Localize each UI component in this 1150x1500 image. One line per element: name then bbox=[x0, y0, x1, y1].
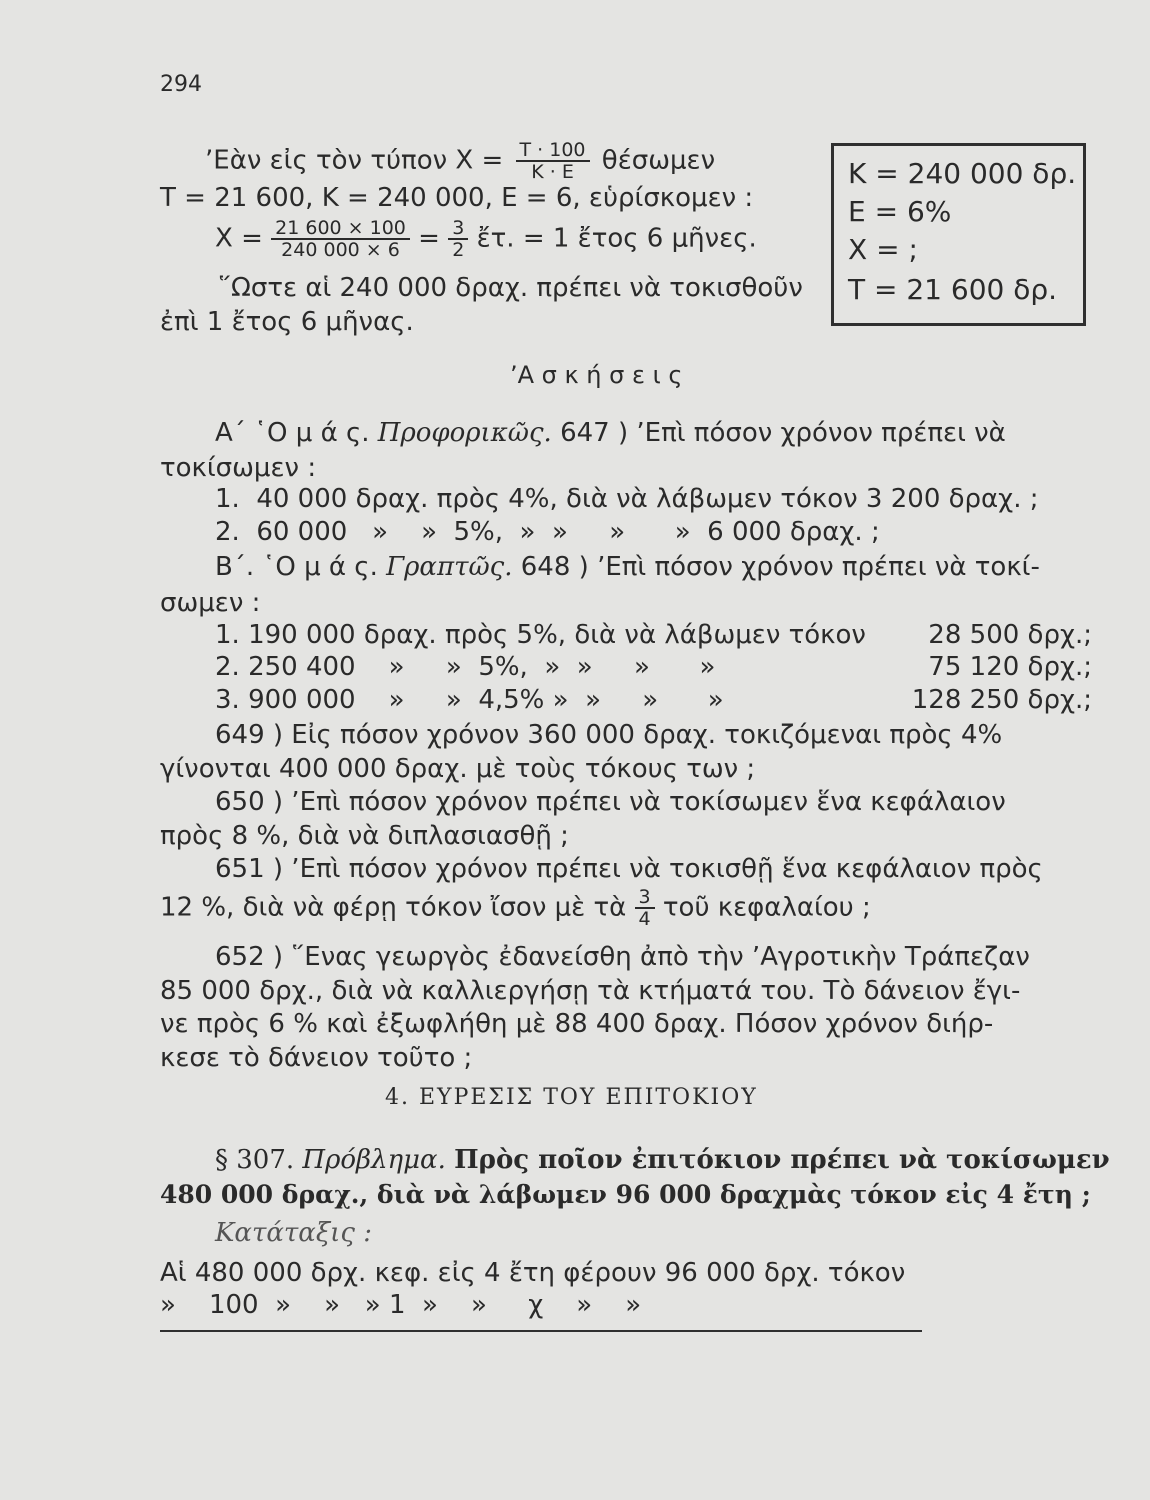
group-b-amount-3: 128 250 δρχ.; bbox=[911, 685, 1092, 715]
group-b-item-2: 2. 250 400 » » 5%, » » » » bbox=[215, 652, 716, 682]
kataxis-label: Κατάταξις : bbox=[215, 1218, 372, 1248]
p651-line-2 bbox=[160, 887, 871, 929]
box-e: Ε = 6% bbox=[848, 195, 952, 228]
group-b-amount-1: 28 500 δρχ.; bbox=[928, 620, 1092, 650]
p651-text-a: 12 %, διὰ νὰ φέρῃ τόκον ἴσον μὲ τὰ bbox=[160, 892, 627, 923]
group-a-text: 647 ) ’Επὶ πόσον χρόνον πρέπει νὰ bbox=[560, 418, 1006, 448]
p650-line-1: 650 ) ’Επὶ πόσον χρόνον πρέπει νὰ τοκίσωμεν ἕνα κεφάλαιον bbox=[215, 787, 1006, 817]
intro-line-3 bbox=[215, 218, 757, 260]
box-k: Κ = 240 000 δρ. bbox=[848, 157, 1077, 190]
intro-line-4: ῞Ωστε αἱ 240 000 δραχ. πρέπει νὰ τοκισθοῦν bbox=[218, 273, 803, 303]
group-a-kind: Προφορικῶς. bbox=[377, 418, 552, 448]
p651-frac-num: 3 bbox=[635, 887, 655, 909]
intro-lead: ’Εὰν εἰς τὸν τύπον Χ = bbox=[205, 145, 504, 176]
p651-frac-den: 4 bbox=[638, 908, 651, 930]
p652-line-2: 85 000 δρχ., διὰ νὰ καλλιεργήσῃ τὰ κτήματά του. Τὸ δάνειον ἔγι- bbox=[160, 976, 1021, 1006]
group-a-line bbox=[215, 418, 1006, 448]
group-b-label: Β΄. ῾Ο μ ά ς. bbox=[215, 552, 378, 582]
p649-line-2: γίνονται 400 000 δραχ. μὲ τοὺς τόκους των ; bbox=[160, 754, 756, 784]
group-b-cont: σωμεν : bbox=[160, 588, 261, 618]
p651-line-1: 651 ) ’Επὶ πόσον χρόνον πρέπει νὰ τοκισθῇ ἕνα κεφάλαιον πρὸς bbox=[215, 854, 1043, 884]
intro-fraction-1 bbox=[271, 218, 410, 260]
kataxis-row-1: Αἱ 480 000 δρχ. κεφ. εἰς 4 ἔτη φέρουν 96 000 δρχ. τόκον bbox=[160, 1258, 906, 1288]
p307-bold-1: Πρὸς ποῖον ἐπιτόκιον πρέπει νὰ τοκίσωμεν bbox=[454, 1145, 1110, 1175]
givens-box bbox=[831, 143, 1086, 326]
p650-line-2: πρὸς 8 %, διὰ νὰ διπλασιασθῇ ; bbox=[160, 821, 569, 851]
p307-para: § 307. bbox=[215, 1145, 295, 1175]
p652-line-4: κεσε τὸ δάνειον τοῦτο ; bbox=[160, 1043, 473, 1073]
intro-line-2: Τ = 21 600, Κ = 240 000, Ε = 6, εὑρίσκομεν : bbox=[160, 183, 754, 213]
intro-fraction-2 bbox=[448, 218, 468, 260]
intro-line-1 bbox=[205, 140, 715, 182]
group-b-item-1: 1. 190 000 δραχ. πρὸς 5%, διὰ νὰ λάβωμεν τόκον bbox=[215, 620, 866, 650]
group-a-label: Α΄ ῾Ο μ ά ς. bbox=[215, 418, 370, 448]
section-heading: 4. ΕΥΡΕΣΙΣ ΤΟΥ ΕΠΙΤΟΚΙΟΥ bbox=[385, 1085, 758, 1110]
p651-fraction bbox=[635, 887, 655, 929]
intro-line-5: ἐπὶ 1 ἔτος 6 μῆνας. bbox=[160, 307, 414, 337]
kataxis-row-2: » 100 » » » 1 » » χ » » bbox=[160, 1290, 642, 1320]
group-b-item-3: 3. 900 000 » » 4,5% » » » » bbox=[215, 685, 724, 715]
p652-line-3: νε πρὸς 6 % καὶ ἐξωφλήθη μὲ 88 400 δραχ. Πόσον χρόνον διήρ- bbox=[160, 1009, 994, 1039]
p651-text-b: τοῦ κεφαλαίου ; bbox=[662, 892, 871, 923]
intro-frac2-num: 3 bbox=[448, 218, 468, 240]
page-number: 294 bbox=[160, 72, 202, 97]
exercises-heading: ’Α σ κ ή σ ε ι ς bbox=[510, 361, 683, 389]
p652-line-1: 652 ) ῞Ενας γεωργὸς ἐδανείσθη ἀπὸ τὴν ’Αγροτικὴν Τράπεζαν bbox=[215, 942, 1030, 972]
p307-line-1 bbox=[215, 1145, 1110, 1175]
group-b-text: 648 ) ’Επὶ πόσον χρόνον πρέπει νὰ τοκί- bbox=[520, 552, 1040, 582]
p307-label: Πρόβλημα. bbox=[302, 1145, 446, 1175]
intro-frac1-num: 21 600 × 100 bbox=[271, 218, 410, 240]
group-b-kind: Γραπτῶς. bbox=[386, 552, 513, 582]
intro-result: ἔτ. = 1 ἔτος 6 μῆνες. bbox=[476, 223, 757, 254]
box-t: Τ = 21 600 δρ. bbox=[848, 273, 1058, 306]
formula-numerator: Τ · 100 bbox=[516, 140, 590, 162]
intro-x-label: Χ = bbox=[215, 223, 263, 254]
formula-fraction bbox=[516, 140, 590, 182]
group-a-item-2: 2. 60 000 » » 5%, » » » » 6 000 δραχ. ; bbox=[215, 517, 880, 547]
intro-frac1-den: 240 000 × 6 bbox=[281, 239, 400, 261]
box-x: Χ = ; bbox=[848, 233, 918, 266]
p307-line-2: 480 000 δραχ., διὰ νὰ λάβωμεν 96 000 δραχμὰς τόκον εἰς 4 ἔτη ; bbox=[160, 1180, 1091, 1209]
intro-frac2-den: 2 bbox=[452, 239, 465, 261]
group-a-item-1: 1. 40 000 δραχ. πρὸς 4%, διὰ νὰ λάβωμεν τόκον 3 200 δραχ. ; bbox=[215, 484, 1039, 514]
group-b-line bbox=[215, 552, 1040, 582]
intro-lead-after: θέσωμεν bbox=[601, 145, 716, 176]
group-b-amount-2: 75 120 δρχ.; bbox=[928, 652, 1092, 682]
formula-denominator: Κ · Ε bbox=[531, 161, 574, 183]
group-a-cont: τοκίσωμεν : bbox=[160, 453, 317, 483]
bottom-rule bbox=[160, 1330, 922, 1332]
p649-line-1: 649 ) Εἰς πόσον χρόνον 360 000 δραχ. τοκιζόμεναι πρὸς 4% bbox=[215, 720, 1003, 750]
intro-eq: = bbox=[418, 223, 440, 254]
